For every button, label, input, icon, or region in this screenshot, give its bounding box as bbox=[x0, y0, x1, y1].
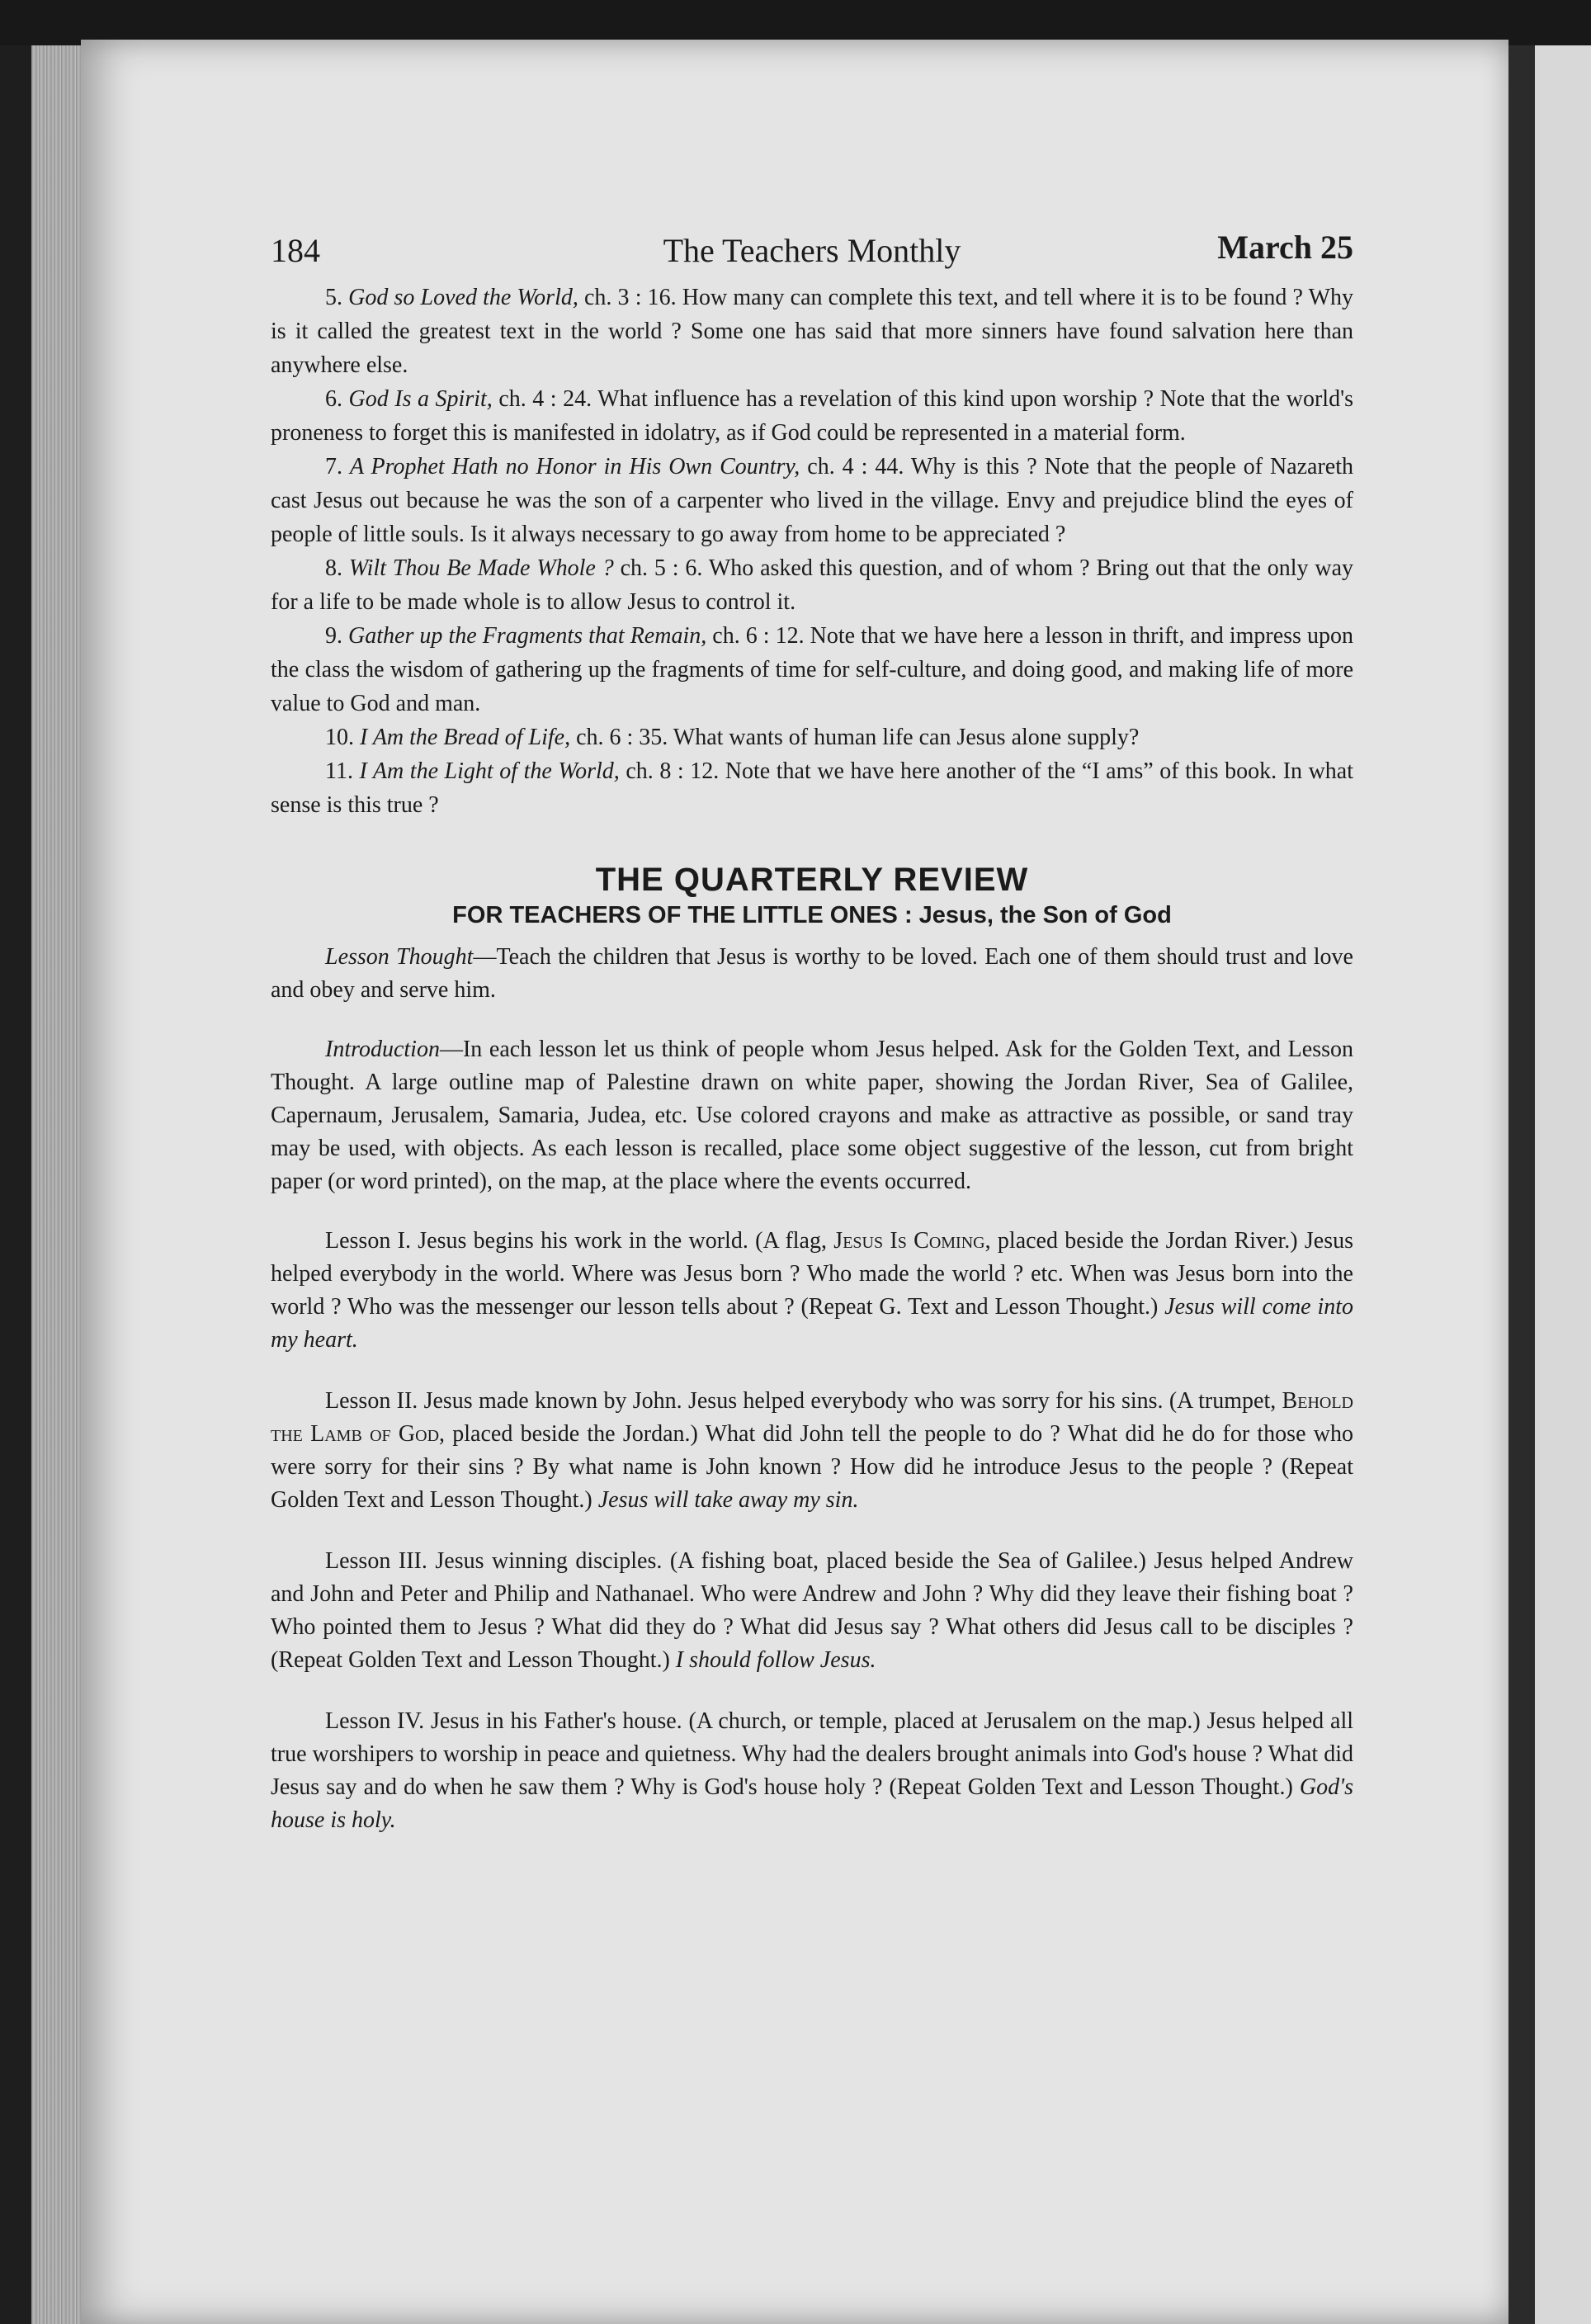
scan-border bbox=[0, 0, 1591, 45]
question-item: 8. Wilt Thou Be Made Whole ? ch. 5 : 6. Who asked this question, and of whom ? Bring out that the only way for a life to be made whole is to allow Jesus to control it. bbox=[271, 555, 1353, 615]
lesson-thought-paragraph: Lesson Thought—Teach the children that Jesus is worthy to be loved. Each one of them should trust and love and obey and serve him. bbox=[271, 944, 1353, 1003]
question-item: 10. I Am the Bread of Life, ch. 6 : 35. What wants of human life can Jesus alone supply? bbox=[325, 725, 1140, 750]
issue-date: March 25 bbox=[1217, 229, 1353, 266]
lesson-paragraph: Lesson II. Jesus made known by John. Jesus helped everybody who was sorry for his sins. (A trumpet, Behold the Lamb of God, placed beside the Jordan.) What did John tell the people to do ? What did he do for those who were sorry for their sins ? By what name is John known ? How did he introduce Jesus to the people ? (Repeat Golden Text and Lesson Thought.) Jesus will take away my sin. bbox=[271, 1388, 1353, 1513]
section-subtitle: FOR TEACHERS OF THE LITTLE ONES : Jesus, the Son of God bbox=[452, 902, 1172, 928]
book-gutter bbox=[1508, 45, 1535, 2324]
facing-page-edge bbox=[1535, 45, 1591, 2324]
question-item: 7. A Prophet Hath no Honor in His Own Country, ch. 4 : 44. Why is this ? Note that the people of Nazareth cast Jesus out because he was the son of a carpenter who lived in the village. Envy and prejudice blind the eyes of people of little souls. Is it always necessary to go away from home to be appreciated ? bbox=[271, 454, 1354, 547]
introduction-paragraph: Introduction—In each lesson let us think of people whom Jesus helped. Ask for the Golden Text, and Lesson Thought. A large outline map of Palestine drawn on white paper, showing the Jordan River, Sea of Galilee, Capernaum, Jerusalem, Samaria, Judea, etc. Use colored crayons and make as attractive as possible, or sand tray may be used, with objects. As each lesson is recalled, place some object suggestive of the lesson, cut from bright paper (or word printed), on the map, at the place where the events occurred. bbox=[271, 1037, 1353, 1194]
question-item: 11. I Am the Light of the World, ch. 8 : 12. Note that we have here another of the “I ams” of this book. In what sense is this true ? bbox=[271, 758, 1354, 818]
running-head bbox=[271, 223, 1353, 281]
section-title: THE QUARTERLY REVIEW bbox=[595, 862, 1029, 898]
lesson-paragraph: Lesson III. Jesus winning disciples. (A fishing boat, placed beside the Sea of Galilee.) Jesus helped Andrew and John and Peter and Philip and Nathanael. Who were Andrew and John ? Why did they leave their fishing boat ? Who pointed them to Jesus ? What did they do ? What did Jesus say ? What others did Jesus call to be disciples ? (Repeat Golden Text and Lesson Thought.) I should follow Jesus. bbox=[271, 1548, 1353, 1673]
lesson-list bbox=[271, 1225, 1353, 1837]
question-item: 6. God Is a Spirit, ch. 4 : 24. What influence has a revelation of this kind upon worship ? Note that the world's proneness to forget this is manifested in idolatry, as if God could be represented in a material form. bbox=[271, 386, 1354, 446]
page-number: 184 bbox=[271, 232, 320, 269]
page-content bbox=[271, 223, 1353, 1865]
study-questions bbox=[271, 281, 1353, 822]
question-item: 9. Gather up the Fragments that Remain, ch. 6 : 12. Note that we have here a lesson in thrift, and impress upon the class the wisdom of gathering up the fragments of time for self-culture, and doing good, and making life of more value to God and man. bbox=[271, 623, 1353, 716]
lesson-paragraph: Lesson I. Jesus begins his work in the world. (A flag, Jesus Is Coming, placed beside the Jordan River.) Jesus helped everybody in the world. Where was Jesus born ? Who made the world ? etc. When was Jesus born into the world ? Who was the messenger our lesson tells about ? (Repeat G. Text and Lesson Thought.) Jesus will come into my heart. bbox=[271, 1228, 1354, 1353]
book-page-edges bbox=[31, 45, 81, 2324]
journal-title: The Teachers Monthly bbox=[663, 232, 961, 269]
lesson-paragraph: Lesson IV. Jesus in his Father's house. (A church, or temple, placed at Jerusalem on the map.) Jesus helped all true worshipers to worship in peace and quietness. Why had the dealers brought animals into God's house ? What did Jesus say and do when he saw them ? Why is God's house holy ? (Repeat Golden Text and Lesson Thought.) God's house is holy. bbox=[271, 1708, 1353, 1833]
question-item: 5. God so Loved the World, ch. 3 : 16. How many can complete this text, and tell where it is to be found ? Why is it called the greatest text in the world ? Some one has said that more sinners have found salvation here than anywhere else. bbox=[271, 285, 1354, 378]
